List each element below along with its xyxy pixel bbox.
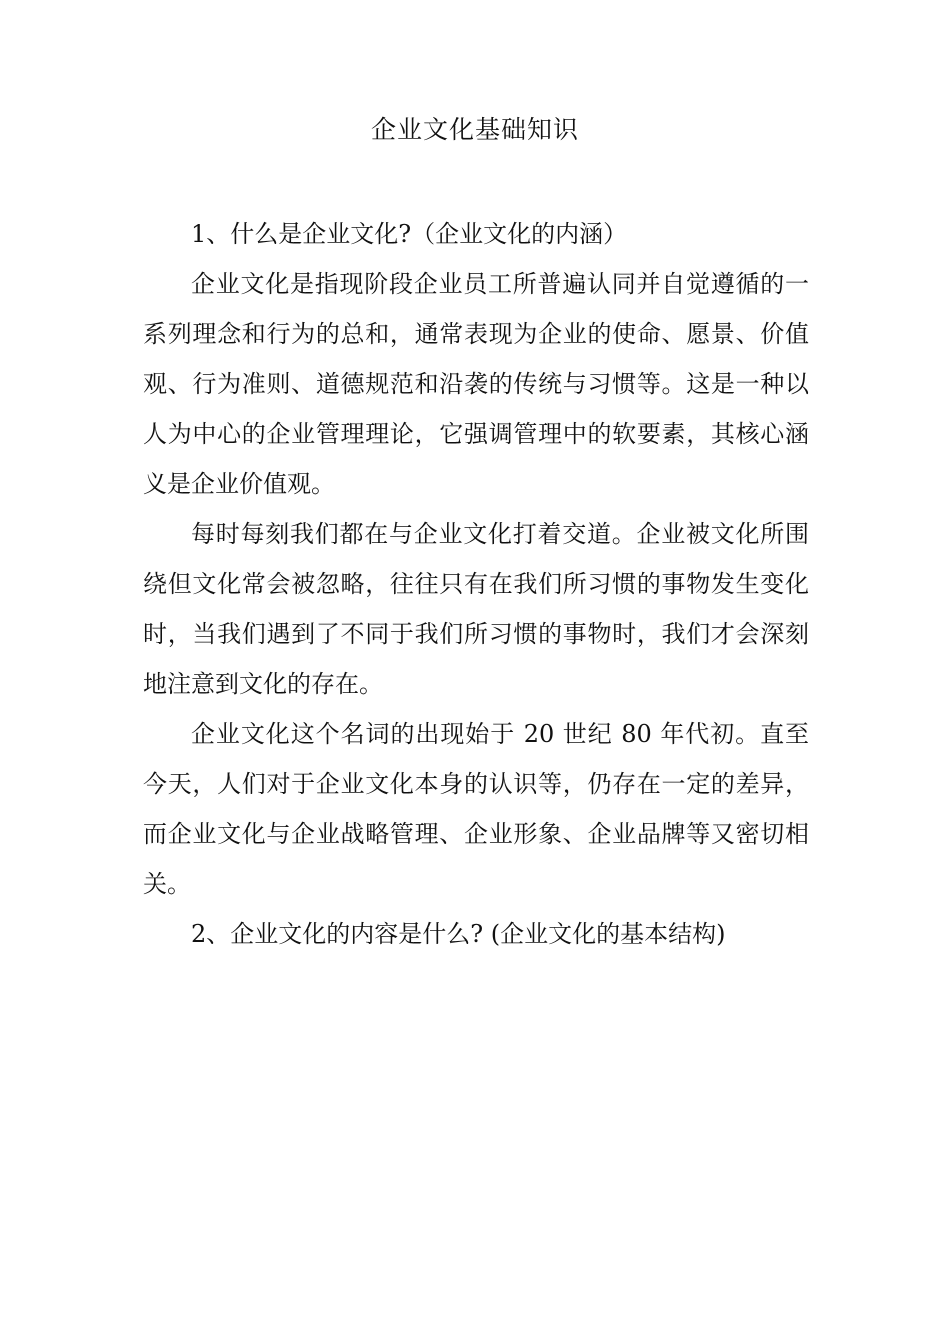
paragraph-definition: 企业文化是指现阶段企业员工所普遍认同并自觉遵循的一系列理念和行为的总和，通常表现为企业的使命、愿景、价值观、行为准则、道德规范和沿袭的传统与习惯等。这是一种以人为中心的企业管理理论，它强调管理中的软要素，其核心涵义是企业价值观。 — [143, 270, 809, 498]
section-heading-2: 2、企业文化的内容是什么? (企业文化的基本结构) — [191, 920, 726, 948]
document-body — [143, 209, 809, 959]
paragraph-term-origin: 企业文化这个名词的出现始于 20 世纪 80 年代初。直至今天，人们对于企业文化本身的认识等，仍存在一定的差异，而企业文化与企业战略管理、企业形象、企业品牌等又密切相关。 — [143, 720, 809, 898]
document-title: 企业文化基础知识 — [370, 115, 579, 144]
section-heading-1: 1、什么是企业文化?（企业文化的内涵） — [191, 220, 628, 248]
paragraph-everyday-culture: 每时每刻我们都在与企业文化打着交道。企业被文化所围绕但文化常会被忽略，往往只有在我们所习惯的事物发生变化时，当我们遇到了不同于我们所习惯的事物时，我们才会深刻地注意到文化的存在。 — [143, 520, 809, 698]
